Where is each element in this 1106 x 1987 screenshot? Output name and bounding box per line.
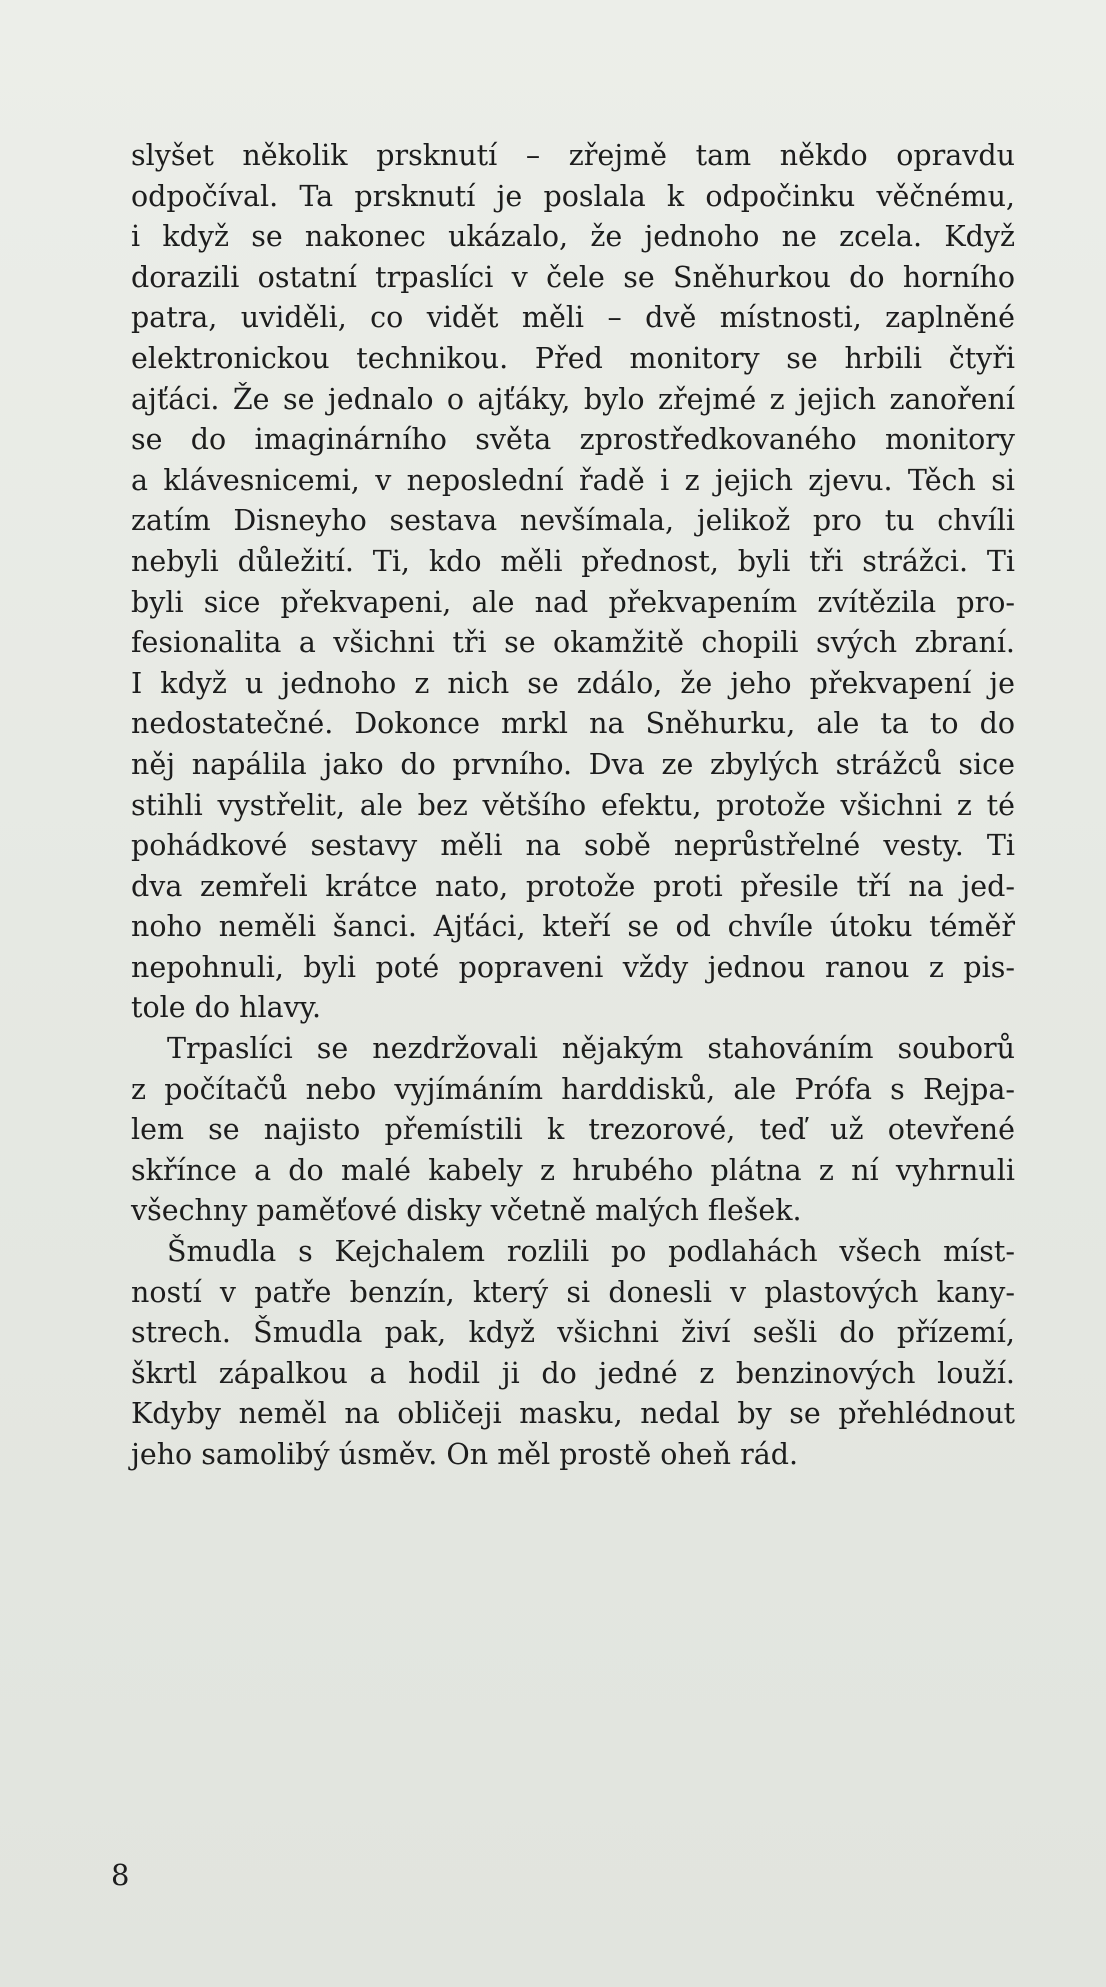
text-line: stihli vystřelit, ale bez většího efektu, protože všichni z té bbox=[131, 788, 1015, 822]
text-line: i když se nakonec ukázalo, že jednoho ne zcela. Když bbox=[131, 220, 1015, 254]
text-line: dorazili ostatní trpaslíci v čele se Sněhurkou do horního bbox=[131, 260, 1015, 294]
text-line: strech. Šmudla pak, když všichni živí sešli do přízemí, bbox=[131, 1316, 1015, 1350]
paragraph-1 bbox=[131, 136, 1015, 1029]
text-line: byli sice překvapeni, ale nad překvapením zvítězila pro- bbox=[131, 585, 1015, 619]
text-line: jeho samolibý úsměv. On měl prostě oheň rád. bbox=[131, 1438, 799, 1471]
text-line: skřínce a do malé kabely z hrubého plátna z ní vyhrnuli bbox=[131, 1153, 1015, 1187]
text-line: nepohnuli, byli poté popraveni vždy jednou ranou z pis- bbox=[131, 950, 1015, 984]
text-line: nebyli důležití. Ti, kdo měli přednost, byli tři strážci. Ti bbox=[131, 544, 1015, 578]
text-line: ností v patře benzín, který si donesli v plastových kany- bbox=[131, 1275, 1015, 1309]
text-line: odpočíval. Ta prsknutí je poslala k odpočinku věčnému, bbox=[131, 179, 1015, 213]
text-line: Šmudla s Kejchalem rozlili po podlahách všech míst- bbox=[167, 1235, 1015, 1269]
text-line: všechny paměťové disky včetně malých flešek. bbox=[131, 1194, 802, 1228]
text-line: Trpaslíci se nezdržovali nějakým stahováním souborů bbox=[167, 1032, 1015, 1066]
text-line: I když u jednoho z nich se zdálo, že jeho překvapení je bbox=[131, 666, 1015, 700]
text-line: zatím Disneyho sestava nevšímala, jelikož pro tu chvíli bbox=[131, 504, 1015, 538]
text-line: elektronickou technikou. Před monitory se hrbili čtyři bbox=[131, 341, 1015, 375]
text-line: Kdyby neměl na obličeji masku, nedal by se přehlédnout bbox=[131, 1397, 1015, 1431]
text-line: tole do hlavy. bbox=[131, 991, 322, 1025]
text-line: a klávesnicemi, v neposlední řadě i z jejich zjevu. Těch si bbox=[131, 463, 1015, 497]
text-line: pohádkové sestavy měli na sobě neprůstřelné vesty. Ti bbox=[131, 829, 1015, 863]
text-line: lem se najisto přemístili k trezorové, teď už otevřené bbox=[131, 1113, 1015, 1147]
text-line: nedostatečné. Dokonce mrkl na Sněhurku, ale ta to do bbox=[131, 707, 1015, 741]
text-line: dva zemřeli krátce nato, protože proti přesile tří na jed- bbox=[131, 869, 1015, 903]
text-line: škrtl zápalkou a hodil ji do jedné z benzinových louží. bbox=[131, 1356, 1015, 1390]
text-line: patra, uviděli, co vidět měli – dvě místnosti, zaplněné bbox=[131, 301, 1015, 335]
paragraph-3 bbox=[131, 1232, 1015, 1476]
text-line: fesionalita a všichni tři se okamžitě chopili svých zbraní. bbox=[131, 626, 1015, 660]
body-text bbox=[131, 136, 1015, 1476]
text-line: se do imaginárního světa zprostředkovaného monitory bbox=[131, 423, 1015, 457]
text-line: noho neměli šanci. Ajťáci, kteří se od chvíle útoku téměř bbox=[131, 910, 1015, 944]
text-line: ajťáci. Že se jednalo o ajťáky, bylo zřejmé z jejich zanoření bbox=[131, 382, 1015, 416]
paragraph-2 bbox=[131, 1029, 1015, 1232]
text-line: slyšet několik prsknutí – zřejmě tam někdo opravdu bbox=[131, 139, 1015, 172]
text-line: z počítačů nebo vyjímáním harddisků, ale Prófa s Rejpa- bbox=[131, 1072, 1015, 1106]
text-line: něj napálila jako do prvního. Dva ze zbylých strážců sice bbox=[131, 747, 1015, 781]
page-number: 8 bbox=[111, 1858, 130, 1892]
